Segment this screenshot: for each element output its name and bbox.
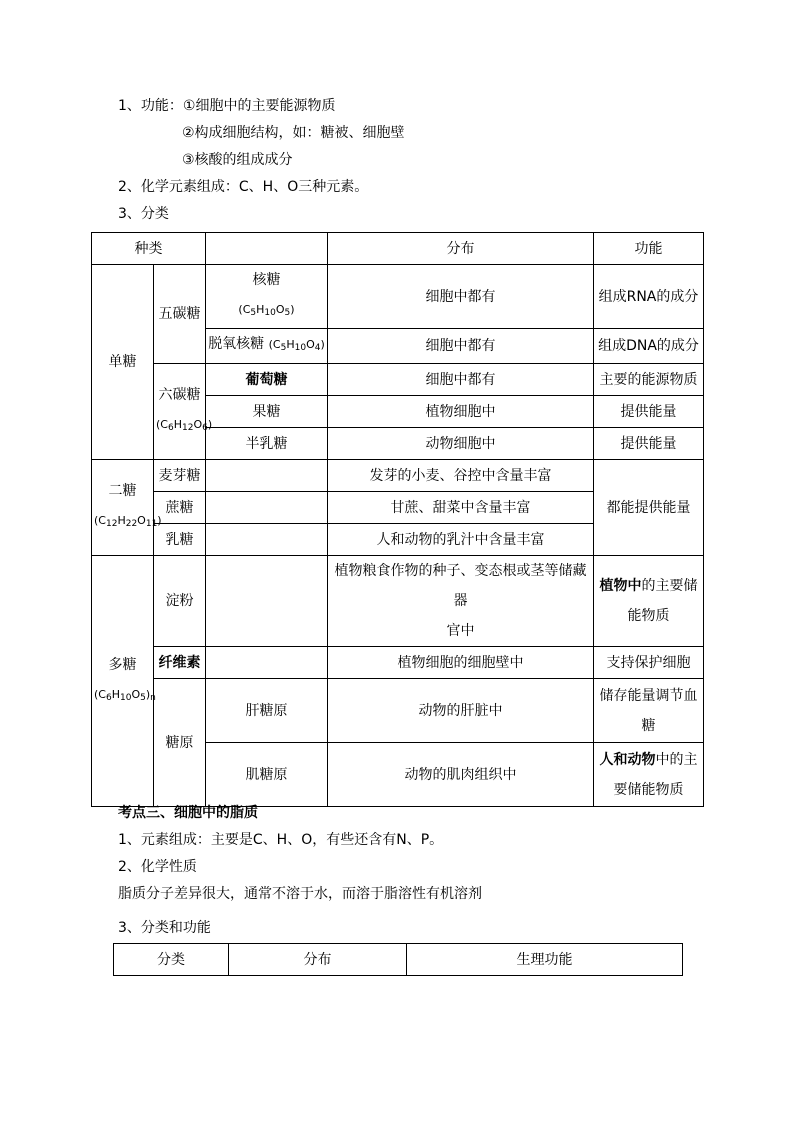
- starch-blank: [206, 556, 328, 647]
- lipid-chem-description: 脂质分子差异很大，通常不溶于水，而溶于脂溶性有机溶剂: [118, 886, 482, 902]
- galactose-distribution: 动物细胞中: [328, 428, 594, 460]
- lactose-cell: 乳糖: [154, 524, 206, 556]
- starch-cell: 淀粉: [154, 556, 206, 647]
- lipid-header-class: 分类: [114, 944, 229, 976]
- maltose-blank: [206, 460, 328, 492]
- lipid-header-function: 生理功能: [407, 944, 683, 976]
- hexose-cell: 六碳糖 $(C_6H_{12}O_6)$: [154, 364, 206, 460]
- cellulose-blank: [206, 647, 328, 679]
- deoxyribose-distribution: 细胞中都有: [328, 329, 594, 364]
- ribose-function: 组成RNA的成分: [594, 265, 704, 329]
- glycogen-cell: 糖原: [154, 679, 206, 807]
- deoxyribose-cell: 脱氧核糖 $(C_5H_{10}O_4)$: [206, 329, 328, 364]
- liver-glycogen-distribution: 动物的肝脏中: [328, 679, 594, 743]
- starch-distribution: 植物粮食作物的种子、变态根或茎等储藏器 官中: [328, 556, 594, 647]
- function-item-3: ③核酸的组成成分: [182, 152, 293, 168]
- sucrose-cell: 蔗糖: [154, 492, 206, 524]
- polysaccharide-formula: $(C_6H_{10}O_5)_n$: [94, 687, 156, 703]
- galactose-cell: 半乳糖: [206, 428, 328, 460]
- ribose-formula: $(C_5H_{10}O_5)$: [238, 303, 295, 318]
- header-distribution: 分布: [328, 233, 594, 265]
- muscle-glycogen-cell: 肌糖原: [206, 743, 328, 807]
- maltose-distribution: 发芽的小麦、谷控中含量丰富: [328, 460, 594, 492]
- sugar-classification-table: [91, 232, 704, 807]
- classification-heading: 3、分类: [118, 206, 169, 222]
- muscle-glycogen-distribution: 动物的肌肉组织中: [328, 743, 594, 807]
- header-function: 功能: [594, 233, 704, 265]
- sucrose-distribution: 甘蔗、甜菜中含量丰富: [328, 492, 594, 524]
- disaccharide-cell: 二糖 $(C_{12}H_{22}O_{11})$: [92, 460, 154, 556]
- deoxyribose-function: 组成DNA的成分: [594, 329, 704, 364]
- monosaccharide-cell: 单糖: [92, 265, 154, 460]
- ribose-cell: [206, 265, 328, 329]
- lactose-blank: [206, 524, 328, 556]
- ribose-name: 核糖: [252, 272, 281, 288]
- cellulose-distribution: 植物细胞的细胞壁中: [328, 647, 594, 679]
- elements-line: 2、化学元素组成：C、H、O三种元素。: [118, 179, 369, 195]
- hexose-formula: $(C_6H_{12}O_6)$: [156, 418, 213, 433]
- disaccharide-formula: $(C_{12}H_{22}O_{11})$: [94, 514, 162, 529]
- pentose-cell: 五碳糖: [154, 265, 206, 364]
- lactose-distribution: 人和动物的乳汁中含量丰富: [328, 524, 594, 556]
- fructose-distribution: 植物细胞中: [328, 396, 594, 428]
- lipid-chem-heading: 2、化学性质: [118, 859, 197, 875]
- fructose-function: 提供能量: [594, 396, 704, 428]
- lipid-table: [113, 943, 683, 976]
- lipid-classify-heading: 3、分类和功能: [118, 920, 211, 936]
- ribose-distribution: 细胞中都有: [328, 265, 594, 329]
- liver-glycogen-cell: 肝糖原: [206, 679, 328, 743]
- glucose-distribution: 细胞中都有: [328, 364, 594, 396]
- sucrose-blank: [206, 492, 328, 524]
- cellulose-cell: 纤维素: [154, 647, 206, 679]
- muscle-glycogen-function: 人和动物中的主 要储能物质: [594, 743, 704, 807]
- maltose-cell: 麦芽糖: [154, 460, 206, 492]
- function-item-2: ②构成细胞结构，如：糖被、细胞壁: [182, 125, 405, 141]
- starch-function: 植物中的主要储 能物质: [594, 556, 704, 647]
- galactose-function: 提供能量: [594, 428, 704, 460]
- function-heading: 1、功能：①细胞中的主要能源物质: [118, 98, 336, 114]
- glucose-function: 主要的能源物质: [594, 364, 704, 396]
- section-title: 考点三、细胞中的脂质: [118, 805, 258, 821]
- glucose-cell: 葡萄糖: [206, 364, 328, 396]
- liver-glycogen-function: 储存能量调节血 糖: [594, 679, 704, 743]
- header-blank: [206, 233, 328, 265]
- lipid-elements-line: 1、元素组成：主要是C、H、O，有些还含有N、P。: [118, 832, 444, 848]
- polysaccharide-cell: 多糖 $(C_6H_{10}O_5)_n$: [92, 556, 154, 807]
- cellulose-function: 支持保护细胞: [594, 647, 704, 679]
- disaccharide-function: 都能提供能量: [594, 460, 704, 556]
- header-type: 种类: [92, 233, 206, 265]
- lipid-header-distribution: 分布: [229, 944, 407, 976]
- fructose-cell: 果糖: [206, 396, 328, 428]
